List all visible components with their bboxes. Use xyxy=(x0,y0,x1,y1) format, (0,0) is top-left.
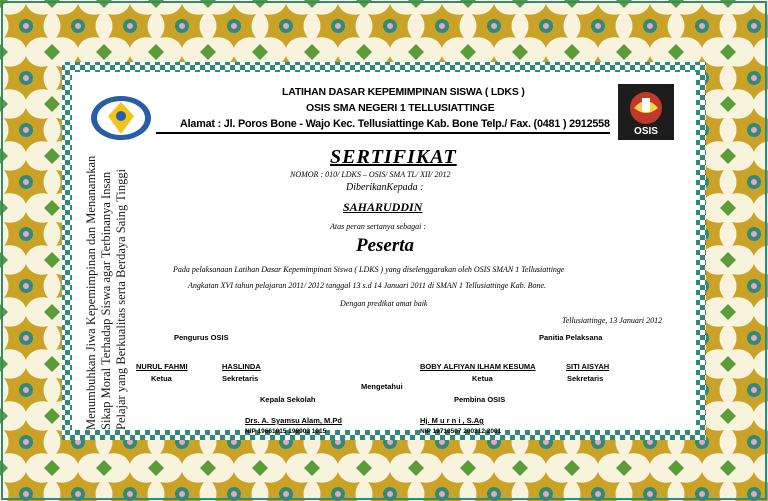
osis-logo xyxy=(618,84,674,140)
signatory-1-name: NURUL FAHMI xyxy=(136,362,188,371)
role-label: Atas peran sertanya sebagai : xyxy=(330,222,426,231)
osis-logo-text: OSIS xyxy=(634,126,658,137)
panitia-label: Panitia Pelaksana xyxy=(539,333,603,342)
kepala-sekolah-nip: NIP 19661015 198903 1015 xyxy=(245,428,327,435)
certificate-number: NOMOR : 010/ LDKS – OSIS/ SMA TL/ XII/ 2012 xyxy=(290,170,451,179)
pembina-osis-label: Pembina OSIS xyxy=(454,395,506,404)
body-line-2: Angkatan XVI tahun pelajaran 2011/ 2012 tanggal 13 s.d 14 Januari 2011 di SMAN 1 Tellusiattinge Kab. Bone. xyxy=(188,281,547,290)
body-line-1: Pada pelaksanaan Latihan Dasar Kepemimpinan Siswa ( LDKS ) yang diselenggarakan oleh OSIS SMAN 1 Tellusiattinge xyxy=(173,265,565,274)
header-school: OSIS SMA NEGERI 1 TELLUSIATTINGE xyxy=(306,102,495,114)
pembina-osis-name: Hj. M u r n i , S.Ag xyxy=(420,416,484,425)
signatory-2-name: HASLINDA xyxy=(222,362,261,371)
header-title: LATIHAN DASAR KEPEMIMPINAN SISWA ( LDKS ) xyxy=(282,86,525,98)
kepala-sekolah-name: Drs. A. Syamsu Alam, M.Pd xyxy=(245,416,342,425)
signatory-3-role: Ketua xyxy=(472,374,493,383)
side-motto-line-1: Menumbuhkan Jiwa Kepemimpinan dan Menanamkan xyxy=(84,155,98,430)
pembina-osis-nip: NIP 19710507 200312 2001 xyxy=(420,428,502,435)
mengetahui-label: Mengetahui xyxy=(361,382,403,391)
header-address: Alamat : Jl. Poros Bone - Wajo Kec. Tellusiattinge Kab. Bone Telp./ Fax. (0481 ) 2912558 xyxy=(180,118,610,130)
place-date: Tellusiattinge, 13 Januari 2012 xyxy=(562,316,663,325)
pengurus-osis-label: Pengurus OSIS xyxy=(174,333,229,342)
signatory-2-role: Sekretaris xyxy=(222,374,259,383)
signatory-4-role: Sekretaris xyxy=(567,374,604,383)
signatory-4-name: SITI AISYAH xyxy=(566,362,610,371)
given-to-label: DiberikanKepada : xyxy=(346,182,424,193)
side-motto-line-3: Pelajar yang Berkualitas serta Berdaya Saing Tinggi xyxy=(114,168,128,430)
signatory-3-name: BOBY ALFIYAN ILHAM KESUMA xyxy=(420,362,536,371)
kepala-sekolah-label: Kepala Sekolah xyxy=(260,395,316,404)
school-emblem-logo xyxy=(88,92,154,144)
side-motto-line-2: Sikap Moral Terhadap Siswa agar Terbinanya Insan xyxy=(99,171,113,430)
header-divider xyxy=(156,132,610,134)
recipient-name: SAHARUDDIN xyxy=(343,200,423,214)
role-value: Peserta xyxy=(356,235,415,256)
certificate-title: SERTIFIKAT xyxy=(330,146,457,168)
signatory-1-role: Ketua xyxy=(151,374,172,383)
body-line-3: Dengan predikat amat baik xyxy=(340,299,428,308)
